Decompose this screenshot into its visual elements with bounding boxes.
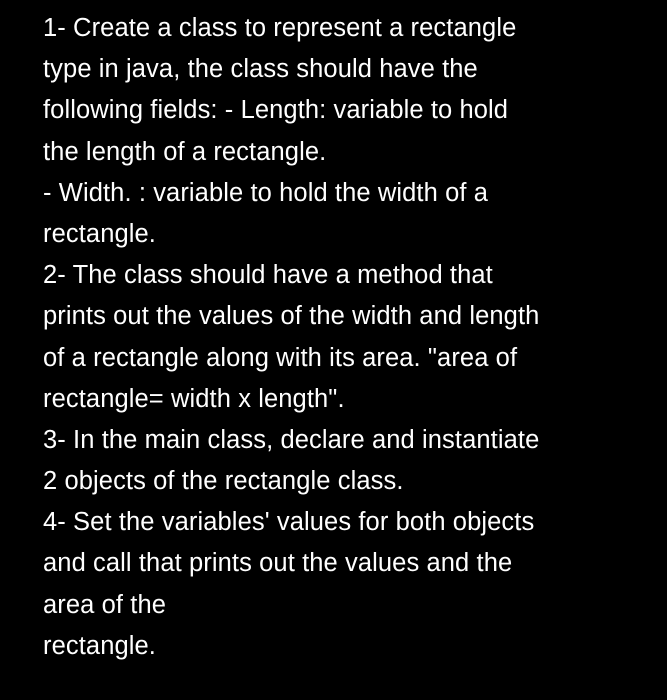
text-line: type in java, the class should have the xyxy=(43,55,478,84)
text-line: 1- Create a class to represent a rectangle xyxy=(43,14,517,42)
text-line: - Width. : variable to hold the width of a xyxy=(43,178,489,207)
text-line: rectangle. xyxy=(43,631,156,660)
text-line: following fields: - Length: variable to hold xyxy=(43,96,509,125)
text-line: area of the xyxy=(43,590,167,619)
text-line: 4- Set the variables' values for both objects xyxy=(43,508,535,537)
text-line: 2- The class should have a method that xyxy=(43,261,493,290)
text-line: and call that prints out the values and the xyxy=(43,549,513,578)
text-line: 2 objects of the rectangle class. xyxy=(43,467,404,496)
text-line: prints out the values of the width and length xyxy=(43,302,540,331)
text-line: rectangle= width x length". xyxy=(43,384,345,413)
text-line: of a rectangle along with its area. "area of xyxy=(43,343,518,372)
text-line: 3- In the main class, declare and instantiate xyxy=(43,425,540,454)
text-line: the length of a rectangle. xyxy=(43,137,327,166)
assignment-text xyxy=(43,8,663,667)
text-line: rectangle. xyxy=(43,219,156,248)
